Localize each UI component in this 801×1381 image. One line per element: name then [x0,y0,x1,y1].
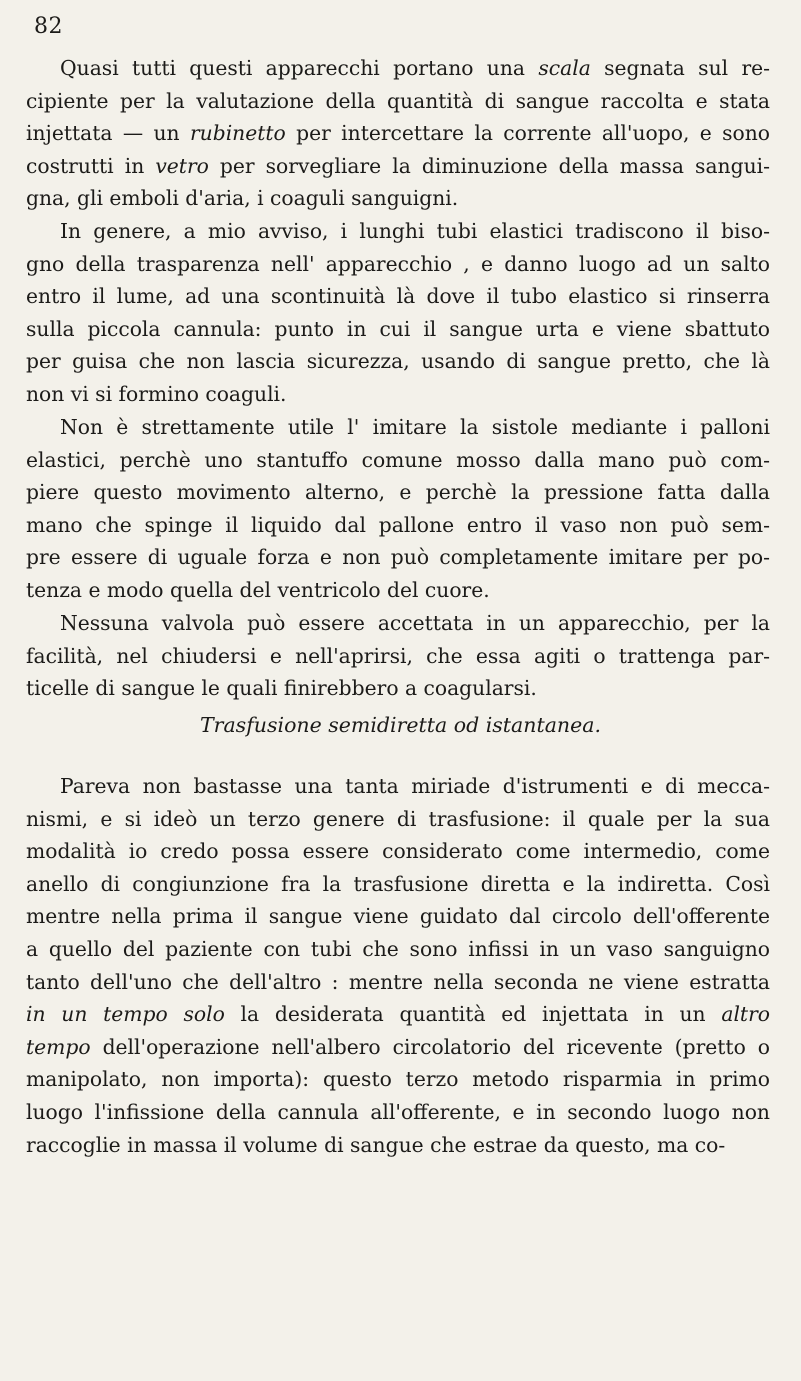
text-line: non vi si formino coaguli. [26,381,287,406]
text-line: Quasi tutti questi apparecchi portano una scala segnata sul re- [60,56,770,80]
italic-text: vetro [155,153,209,178]
italic-text: scala [538,56,591,80]
paragraph [26,215,770,411]
page-number: 82 [34,14,63,39]
section-heading: Trasfusione semidiretta od istantanea. [199,713,601,737]
text-line: piere questo movimento alterno, e perchè la pressione fatta dalla [26,480,770,505]
text-line: sulla piccola cannula: punto in cui il sangue urta e viene sbattuto [26,316,770,341]
text-line: mentre nella prima il sangue viene guidato dal circolo dell'offerente [26,904,770,929]
text-line: Non è strettamente utile l' imitare la sistole mediante i palloni [60,415,770,439]
text-line: tenza e modo quella del ventricolo del cuore. [26,577,490,602]
text-line: costrutti in vetro per sorvegliare la diminuzione della massa sangui- [26,153,770,178]
text-line: pre essere di uguale forza e non può completamente imitare per po- [26,545,770,570]
text-line: a quello del paziente con tubi che sono infissi in un vaso sanguigno [26,936,770,961]
text-line: nismi, e si ideò un terzo genere di trasfusione: il quale per la sua [26,806,770,831]
italic-text: tempo [26,1034,91,1059]
text-line: entro il lume, ad una scontinuità là dove il tubo elastico si rinserra [26,284,770,309]
text-line: tempo dell'operazione nell'albero circolatorio del ricevente (pretto o [26,1034,770,1059]
text-line: per guisa che non lascia sicurezza, usando di sangue pretto, che là [26,349,770,374]
paragraph [26,411,770,607]
text-line: gna, gli emboli d'aria, i coaguli sanguigni. [26,186,459,211]
text-line: manipolato, non importa): questo terzo metodo risparmia in primo [26,1067,770,1092]
italic-text: in un tempo solo [26,1002,225,1027]
text-line: tanto dell'uno che dell'altro : mentre nella seconda ne viene estratta [26,969,770,994]
paragraph [26,52,770,215]
text-line: Pareva non bastasse una tanta miriade d'istrumenti e di mecca- [60,774,770,798]
text-line: modalità io credo possa essere considerato come intermedio, come [26,839,770,864]
text-line: facilità, nel chiudersi e nell'aprirsi, che essa agiti o trattenga par- [26,643,770,668]
text-line: ticelle di sangue le quali finirebbero a coagularsi. [26,676,537,701]
text-line: raccoglie in massa il volume di sangue che estrae da questo, ma co- [26,1132,726,1157]
text-line: mano che spinge il liquido dal pallone entro il vaso non può sem- [26,512,770,537]
paragraph [26,770,770,1161]
text-line: in un tempo solo la desiderata quantità ed injettata in un altro [26,1002,770,1027]
text-line: cipiente per la valutazione della quantità di sangue raccolta e stata [26,88,770,113]
text-line: anello di congiunzione fra la trasfusione diretta e la indiretta. Così [26,871,770,896]
text-line: elastici, perchè uno stantuffo comune mosso dalla mano può com- [26,447,770,472]
italic-text: rubinetto [189,121,286,146]
text-line: gno della trasparenza nell' apparecchio , e danno luogo ad un salto [26,251,770,276]
text-line: luogo l'infissione della cannula all'offerente, e in secondo luogo non [26,1099,770,1124]
italic-text: altro [721,1002,770,1027]
text-line: Nessuna valvola può essere accettata in un apparecchio, per la [60,611,770,635]
text-line: injettata — un rubinetto per intercettare la corrente all'uopo, e sono [26,121,770,146]
paragraph [26,607,770,705]
text-line: In genere, a mio avviso, i lunghi tubi elastici tradiscono il biso- [60,219,770,243]
